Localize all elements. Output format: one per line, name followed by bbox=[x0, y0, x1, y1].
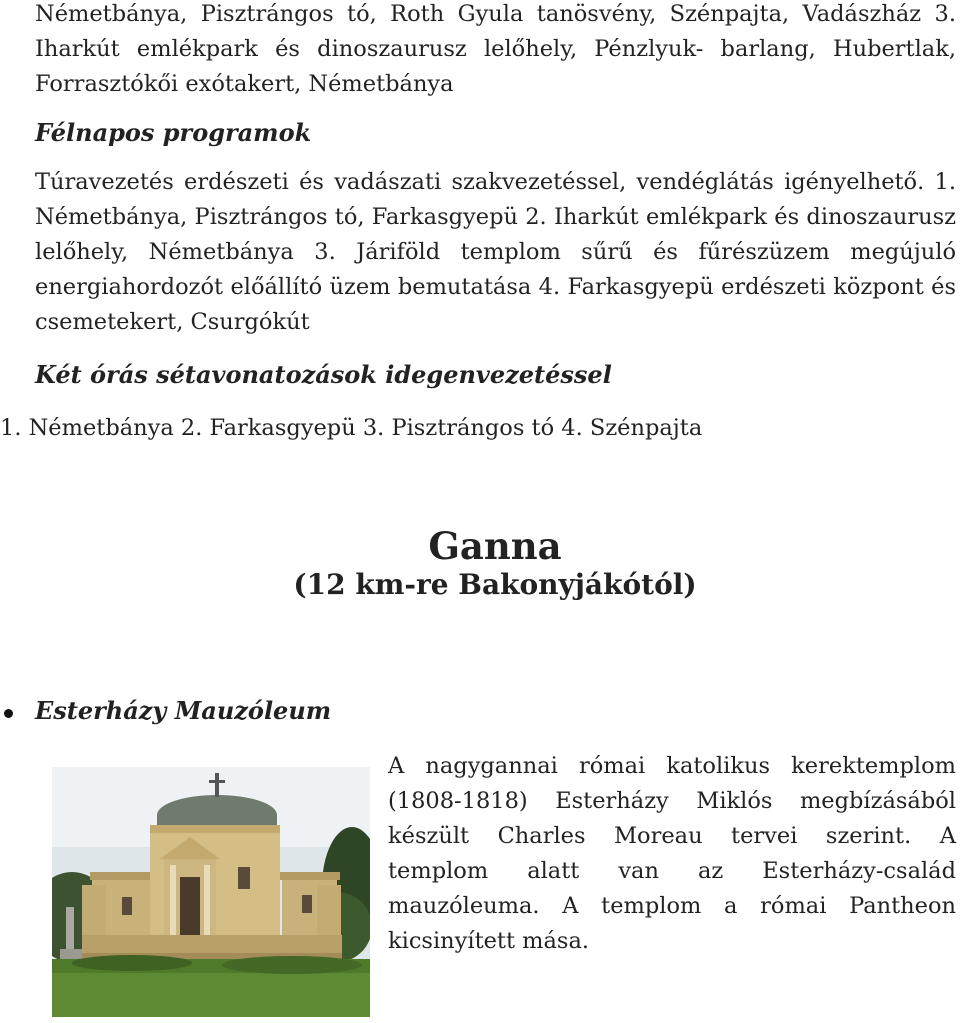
walks-list: 1. Németbánya 2. Farkasgyepü 3. Pisztrángos tó 4. Szénpajta bbox=[0, 415, 703, 441]
intro-line-3: Forrasztókői exótakert, Németbánya bbox=[35, 71, 454, 97]
mausoleum-description: A nagygannai római katolikus kerektemplom (1808-1818) Esterházy Miklós megbízásából készült Charles Moreau tervei szerint. A templom alatt van az Esterházy-család mauzóleuma. A templom a római Pantheon kicsinyített mása. bbox=[388, 753, 956, 954]
ganna-title: Ganna bbox=[428, 524, 562, 568]
mausoleum-photo bbox=[52, 767, 370, 1017]
half-day-heading: Félnapos programok bbox=[35, 118, 312, 147]
intro-line-1: Németbánya, Pisztrángos tó, Roth Gyula tanösvény, Szénpajta, Vadászház 3. bbox=[35, 1, 956, 27]
walks-heading: Két órás sétavonatozások idegenvezetéssel bbox=[35, 360, 612, 389]
mausoleum-heading: Esterházy Mauzóleum bbox=[35, 696, 332, 725]
half-day-text: Túravezetés erdészeti és vadászati szakvezetéssel, vendéglátás igényelhető. 1. Németbánya, Pisztrángos tó, Farkasgyepü 2. Iharkút emlékpark és dinoszaurusz lelőhely, Németbánya 3. Járiföld templom sűrű és fűrészüzem megújuló energiahordozót előállító üzem bemutatása 4. Farkasgyepü erdészeti központ és csemetekert, Csurgókút bbox=[35, 169, 956, 335]
intro-line-2: Iharkút emlékpark és dinoszaurusz lelőhely, Pénzlyuk- barlang, Hubertlak, bbox=[35, 36, 956, 62]
bullet-icon bbox=[4, 709, 13, 718]
ganna-subtitle: (12 km-re Bakonyjákótól) bbox=[293, 568, 697, 601]
